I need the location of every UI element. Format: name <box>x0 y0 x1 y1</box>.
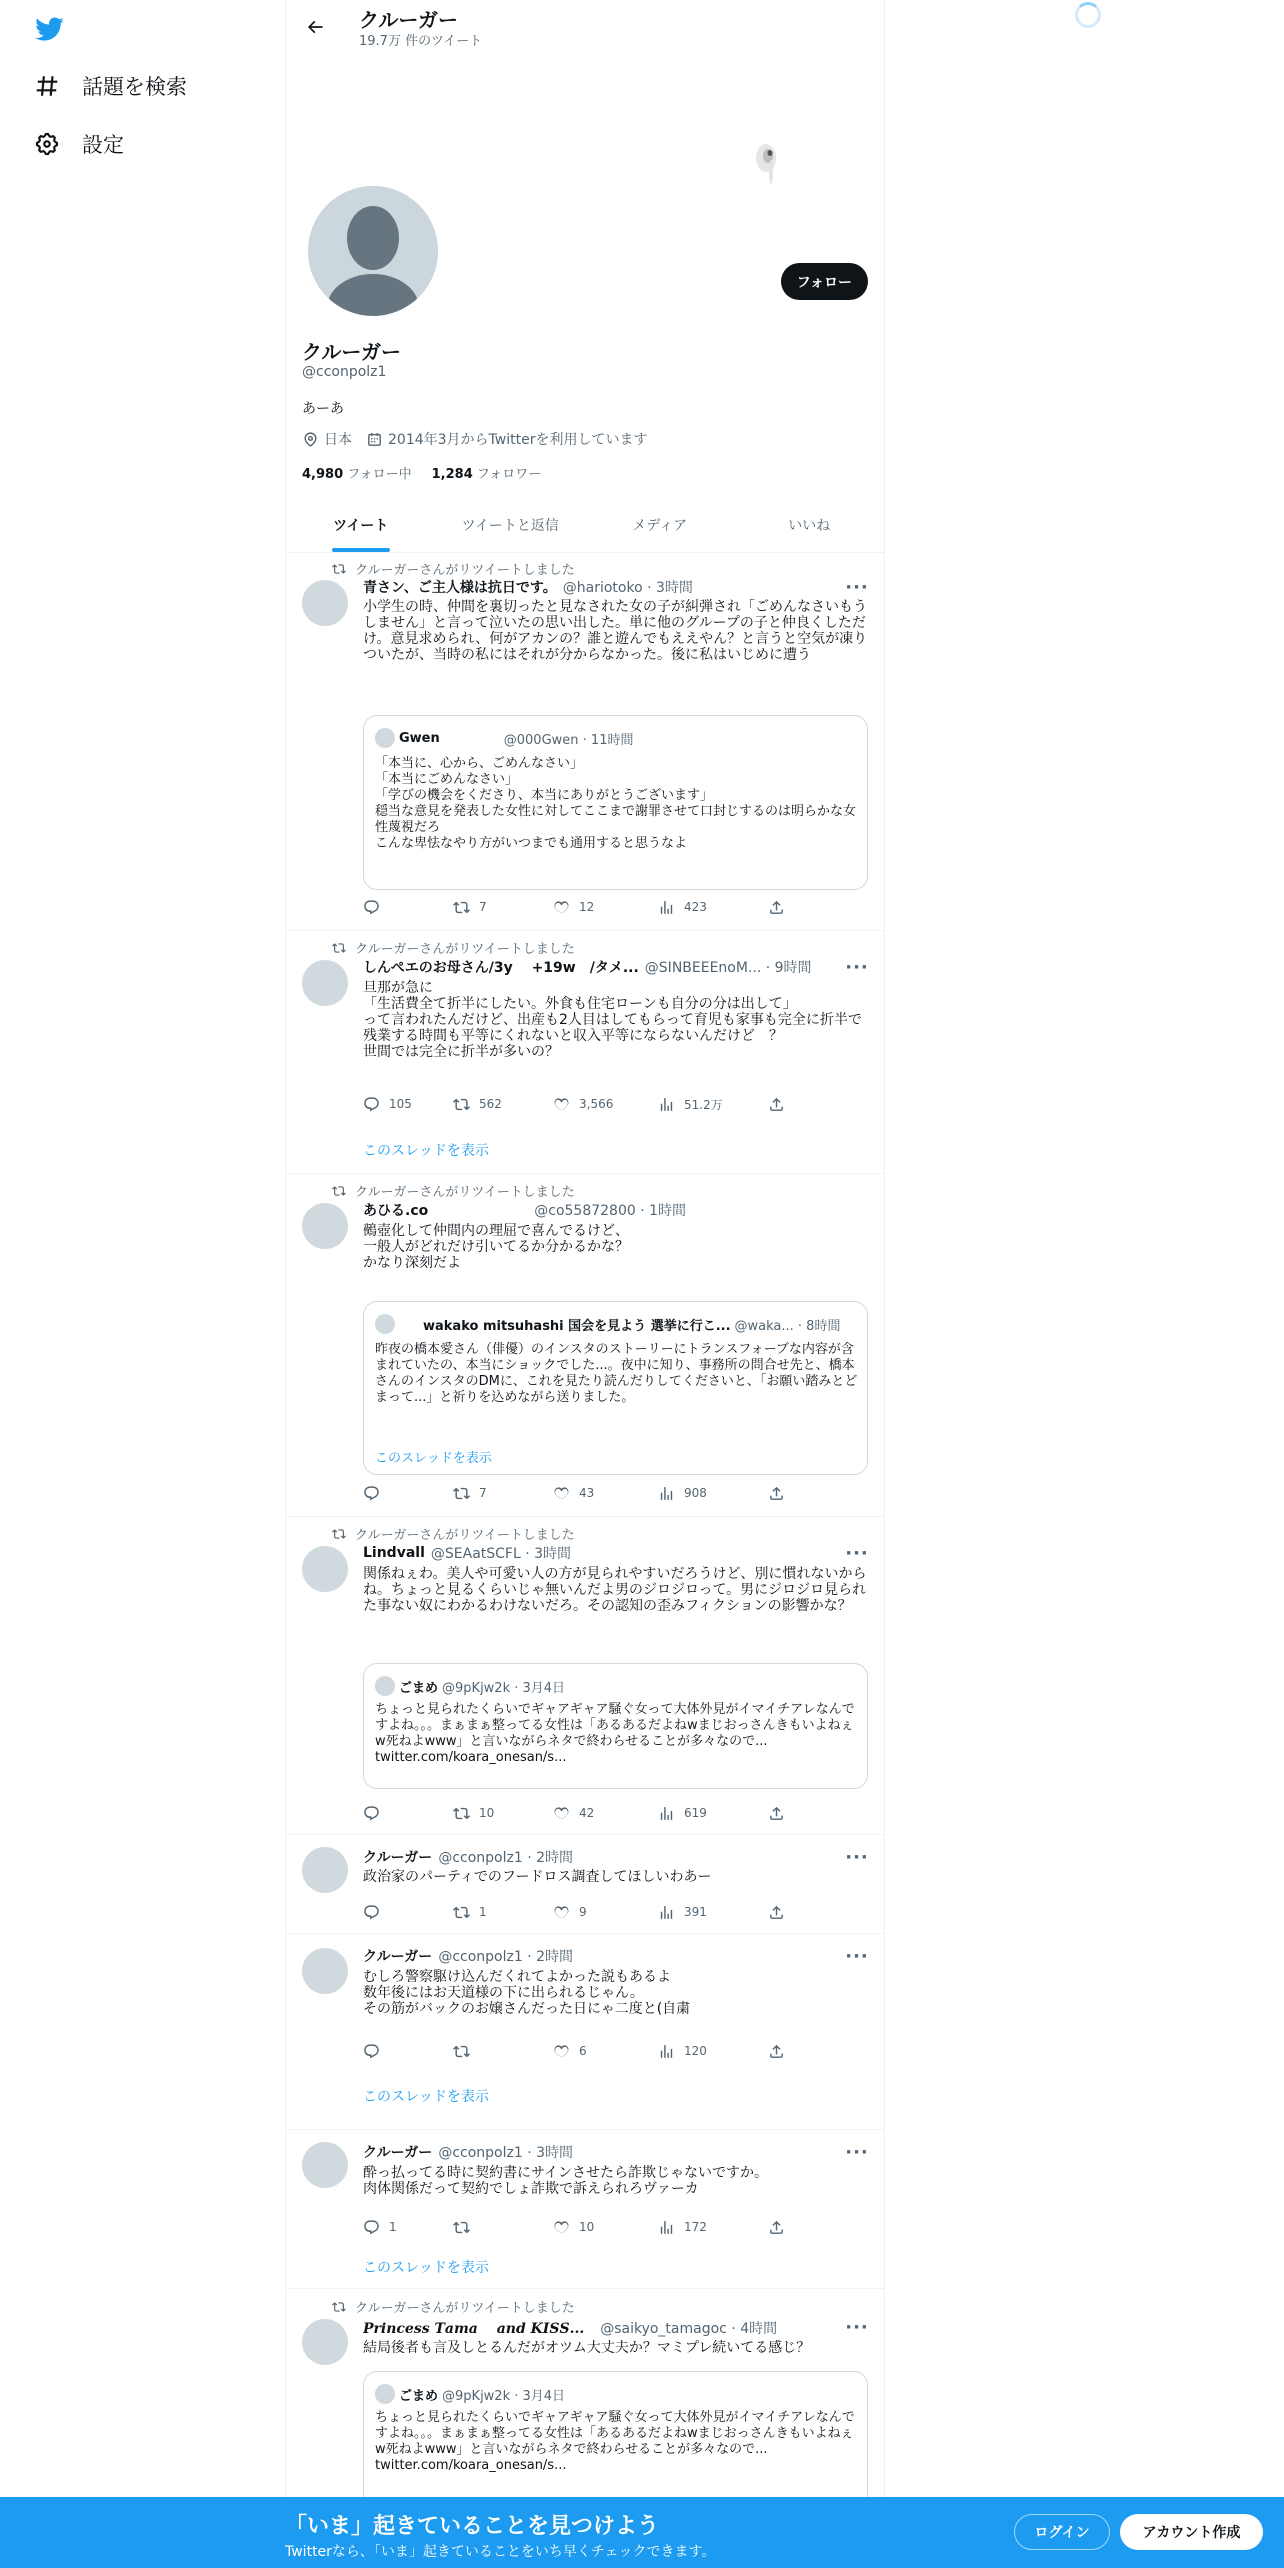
show-thread-link[interactable]: このスレッドを表示 <box>363 2260 489 2276</box>
author-handle[interactable]: @SINBEEEnoM... · 9時間 <box>644 960 812 976</box>
quote-avatar <box>375 2384 395 2404</box>
quote-author-handle: @000Gwen · 11時間 <box>503 732 634 748</box>
retweet-indicator <box>332 938 575 957</box>
tweet[interactable] <box>286 1174 884 1517</box>
avatar[interactable] <box>302 580 348 626</box>
quote-header <box>375 2384 857 2404</box>
quote-author-handle: @waka... · 8時間 <box>734 1318 841 1334</box>
like-count: 3,566 <box>579 1097 614 1111</box>
profile-location <box>302 429 352 449</box>
avatar[interactable] <box>302 1546 348 1592</box>
quote-author-name: wakako mitsuhashi 国会を見よう 選挙に行こ... <box>423 1318 731 1334</box>
nav-settings-label: 設定 <box>82 133 124 157</box>
retweet-icon <box>453 1904 470 1921</box>
nav-settings[interactable] <box>32 124 124 164</box>
like-count: 12 <box>579 900 595 914</box>
retweet-icon <box>332 562 346 576</box>
quote-header <box>375 728 857 748</box>
share-icon <box>768 899 785 916</box>
signup-prompt-title: 「いま」起きていることを見つけよう <box>285 2514 660 2539</box>
like-count: 10 <box>579 2220 595 2234</box>
quote-author-handle: @9pKjw2k · 3月4日 <box>442 2388 566 2404</box>
view-count: 619 <box>684 1806 707 1820</box>
signup-prompt-subtitle: Twitterなら、「いま」起きていることをいち早くチェックできます。 <box>285 2544 716 2560</box>
like-button[interactable] <box>553 1094 658 1114</box>
reply-icon <box>363 2219 380 2236</box>
heart-icon <box>553 2043 570 2060</box>
tab-media[interactable]: メディア <box>632 518 688 534</box>
retweet-icon <box>453 2043 470 2060</box>
tweet-text: 関係ねぇわ。美人や可愛い人の方が見られやすいだろうけど、別に慣れないからね。ちょっと見るくらいじゃ無いんだよ男のジロジロって。男にジロジロ見られた事ない奴にわかるわけないだろ。その認知の歪みフィクションの影響かな？ <box>363 1566 867 1614</box>
signup-prompt-bar <box>0 2497 1284 2568</box>
share-icon <box>768 1485 785 1502</box>
more-options-icon[interactable]: ··· <box>845 1945 869 1967</box>
share-button[interactable] <box>768 897 794 917</box>
retweet-label: クルーガーさんがリツイートしました <box>355 2301 575 2316</box>
author-handle[interactable]: @cconpolz1 · 2時間 <box>438 1850 574 1866</box>
views-button[interactable] <box>658 1094 768 1114</box>
retweet-label: クルーガーさんがリツイートしました <box>355 1528 575 1543</box>
quote-author-name: ごまめ <box>399 2388 439 2404</box>
more-options-icon[interactable]: ··· <box>845 956 869 978</box>
share-icon <box>768 1805 785 1822</box>
author-name[interactable]: 𝑷𝒓𝒊𝒏𝒄𝒆𝒔𝒔 𝑻𝒂𝒎𝒂 𝒂𝒏𝒅 𝑲𝑰𝑺𝑺... <box>363 2321 585 2337</box>
views-chart-icon <box>658 899 675 916</box>
quote-text: ちょっと見られたくらいでギャアギャア騒ぐ女って大体外見がイマイチアレなんですよね。。。まぁまぁ整ってる女性は「あるあるだよねwまじおっさんきもいよねぇw死ねよwww」と言いながらネタで終わらせることが多々なので... twitter.com/koara_onesan/s... <box>375 2410 855 2473</box>
view-count: 908 <box>684 1486 707 1500</box>
view-count: 120 <box>684 2044 707 2058</box>
author-name[interactable]: クルーガー <box>363 2145 433 2161</box>
view-count: 172 <box>684 2220 707 2234</box>
heart-icon <box>553 1904 570 1921</box>
share-button[interactable] <box>768 2041 794 2061</box>
tweet-header <box>363 1543 843 1563</box>
banner-image <box>746 138 786 198</box>
views-chart-icon <box>658 1904 675 1921</box>
like-count: 42 <box>579 1806 595 1820</box>
retweet-icon <box>332 2300 346 2314</box>
reply-icon <box>363 1485 380 1502</box>
like-button[interactable] <box>553 1803 658 1823</box>
author-handle[interactable]: @hariotoko · 3時間 <box>562 580 693 596</box>
retweet-count: 7 <box>479 900 487 914</box>
quoted-tweet[interactable] <box>363 1301 868 1475</box>
tweet-text: 結局後者も言及しとるんだがオツム大丈夫か？マミプレ続いてる感じ？ <box>363 2340 811 2356</box>
share-button[interactable] <box>768 1483 794 1503</box>
like-count: 6 <box>579 2044 587 2058</box>
share-icon <box>768 1096 785 1113</box>
retweet-icon <box>453 1805 470 1822</box>
follow-button[interactable]: フォロー <box>781 263 868 300</box>
author-name[interactable]: Lindvall <box>363 1545 425 1561</box>
views-button[interactable] <box>658 2041 768 2061</box>
reply-icon <box>363 1805 380 1822</box>
tweet-header <box>363 577 843 597</box>
more-options-icon[interactable]: ··· <box>845 576 869 598</box>
reply-icon <box>363 899 380 916</box>
reply-count: 105 <box>389 1097 412 1111</box>
like-button[interactable] <box>553 1902 658 1922</box>
share-icon <box>768 2043 785 2060</box>
retweet-icon <box>453 1485 470 1502</box>
more-options-icon[interactable]: ··· <box>845 1542 869 1564</box>
retweet-label: クルーガーさんがリツイートしました <box>355 563 575 578</box>
retweet-icon <box>453 1096 470 1113</box>
views-chart-icon <box>658 1805 675 1822</box>
nav-explore[interactable] <box>32 66 187 106</box>
reply-button[interactable] <box>363 897 453 917</box>
tweet-text: むしろ警察駆け込んだくれてよかった説もあるよ 数年後にはお天道様の下に出られるじゃん。 その筋がバックのお嬢さんだった日にゃ二度と(自粛 <box>363 1969 691 2017</box>
profile-joined <box>366 429 647 449</box>
heart-icon <box>553 2219 570 2236</box>
retweet-icon <box>332 941 346 955</box>
tweet-actions <box>363 1803 803 1823</box>
retweet-label: クルーガーさんがリツイートしました <box>355 942 575 957</box>
tweet-text: 小学生の時、仲間を裏切ったと見なされた女の子が糾弾され「ごめんなさいもうしません」と言って泣いたの思い出した。単に他のグループの子と仲良くしただけ。意見求められ、何がアカンの？誰と遊んでもええやん？と言うと空気が凍りついたが、当時の私にはそれが分からなかった。後に私はいじめに遭う <box>363 599 868 663</box>
heart-icon <box>553 1096 570 1113</box>
followers-count: 1,284 <box>431 467 473 482</box>
tweet-actions <box>363 1094 803 1114</box>
views-button[interactable] <box>658 1902 768 1922</box>
retweet-count: 562 <box>479 1097 502 1111</box>
tab-tweets[interactable]: ツイート <box>286 500 436 552</box>
heart-icon <box>553 1485 570 1502</box>
login-button[interactable]: ログイン <box>1014 2514 1110 2550</box>
share-icon <box>768 1904 785 1921</box>
reply-icon <box>363 1096 380 1113</box>
profile-stats <box>302 463 561 482</box>
heart-icon <box>553 1805 570 1822</box>
reply-button[interactable] <box>363 1483 453 1503</box>
twitter-logo-icon[interactable] <box>32 14 66 44</box>
reply-count: 1 <box>389 2220 397 2234</box>
tweet-header <box>363 2142 843 2162</box>
reply-button[interactable] <box>363 2217 453 2237</box>
quote-author-name: ごまめ <box>399 1680 439 1696</box>
like-button[interactable] <box>553 2041 658 2061</box>
retweet-button[interactable] <box>453 2217 553 2237</box>
show-thread-link[interactable]: このスレッドを表示 <box>363 2089 489 2105</box>
tweet-header <box>363 957 843 977</box>
quote-author-handle: @9pKjw2k · 3月4日 <box>442 1680 566 1696</box>
tweet[interactable] <box>286 553 884 931</box>
quote-header <box>375 1676 857 1696</box>
author-name[interactable]: クルーガー <box>363 1850 433 1866</box>
loading-spinner-icon <box>1075 2 1101 28</box>
retweet-button[interactable] <box>453 1803 553 1823</box>
retweet-count: 1 <box>479 1905 487 1919</box>
tweet-header <box>363 2318 843 2338</box>
profile-handle: @cconpolz1 <box>302 364 387 380</box>
avatar[interactable] <box>302 2142 348 2188</box>
author-name[interactable]: クルーガー <box>363 1949 433 1965</box>
retweet-button[interactable] <box>453 1483 553 1503</box>
quoted-tweet[interactable] <box>363 1663 868 1789</box>
tweet[interactable] <box>286 1517 884 1835</box>
following-link[interactable] <box>302 463 412 482</box>
more-options-icon[interactable]: ··· <box>845 2141 869 2163</box>
retweet-button[interactable] <box>453 2041 553 2061</box>
retweet-indicator <box>332 1524 575 1543</box>
retweet-icon <box>332 1527 346 1541</box>
quote-avatar <box>375 1314 395 1334</box>
tweet-text: 政治家のパーティでのフードロス調査してほしいわあー <box>363 1869 712 1885</box>
author-handle[interactable]: @saikyo_tamagoc · 4時間 <box>600 2321 778 2337</box>
share-button[interactable] <box>768 1902 794 1922</box>
author-name[interactable]: あひる.co <box>363 1203 429 1219</box>
retweet-indicator <box>332 1181 575 1200</box>
following-label: フォロー中 <box>347 467 412 482</box>
reply-icon <box>363 1904 380 1921</box>
avatar[interactable] <box>302 1847 348 1893</box>
retweet-count: 10 <box>479 1806 495 1820</box>
tweet-actions <box>363 1902 803 1922</box>
author-handle[interactable]: @co55872800 · 1時間 <box>534 1203 687 1219</box>
author-handle[interactable]: @cconpolz1 · 3時間 <box>438 2145 574 2161</box>
views-chart-icon <box>658 2043 675 2060</box>
retweet-button[interactable] <box>453 1094 553 1114</box>
tab-tweets-and-replies[interactable]: ツイートと返信 <box>461 518 559 534</box>
reply-button[interactable] <box>363 2041 453 2061</box>
profile-header-bar <box>286 0 884 53</box>
tweet-text: 酔っ払ってる時に契約書にサインさせたら詐欺じゃないですか。 肉体関係だって契約でしょ詐欺で訴えられろヴァーカ <box>363 2165 769 2197</box>
quote-text: ちょっと見られたくらいでギャアギャア騒ぐ女って大体外見がイマイチアレなんですよね。。。まぁまぁ整ってる女性は「あるあるだよねwまじおっさんきもいよねぇw死ねよwww」と言いながらネタで終わらせることが多々なので... twitter.com/koara_onesan/s... <box>375 1702 855 1765</box>
quote-text: 昨夜の橋本愛さん（俳優）のインスタのストーリーにトランスフォーブな内容が含まれていたの、本当にショックでした...。夜中に知り、事務所の問合せ先と、橋本さんのインスタのDMに、これを見たり読んだりしてくださいと、「お願い踏みとどまって...」と祈りを込めながら送りました。 <box>375 1342 858 1405</box>
tweet-text: 鵺壺化して仲間内の理屈で喜んでるけど、 一般人がどれだけ引いてるか分かるかな？ かなり深刻だよ <box>363 1223 629 1271</box>
share-icon <box>768 2219 785 2236</box>
quoted-tweet[interactable] <box>363 715 868 890</box>
profile-bio: あーあ <box>302 401 344 417</box>
reply-button[interactable] <box>363 1094 453 1114</box>
views-button[interactable] <box>658 1803 768 1823</box>
quote-author-name: Gwen <box>399 730 440 746</box>
tweet-actions <box>363 897 803 917</box>
nav-explore-label: 話題を検索 <box>82 75 187 99</box>
hashtag-icon <box>32 71 62 101</box>
profile-location-text: 日本 <box>324 432 352 448</box>
quote-show-thread-link[interactable]: このスレッドを表示 <box>375 1451 492 1466</box>
header-title: クルーガー <box>359 8 458 32</box>
retweet-indicator <box>332 2297 575 2316</box>
left-navigation <box>0 0 285 2568</box>
retweet-icon <box>453 2219 470 2236</box>
views-chart-icon <box>658 1096 675 1113</box>
views-button[interactable] <box>658 1483 768 1503</box>
profile-avatar[interactable] <box>304 182 442 320</box>
retweet-label: クルーガーさんがリツイートしました <box>355 1185 575 1200</box>
back-arrow-icon[interactable] <box>300 12 330 42</box>
profile-meta <box>302 429 661 449</box>
share-button[interactable] <box>768 1803 794 1823</box>
author-name[interactable]: 青さン、ご主人様は抗日です。 <box>363 580 557 596</box>
profile-column <box>285 0 885 2568</box>
retweet-icon <box>332 1184 346 1198</box>
author-handle[interactable]: @SEAatSCFL · 3時間 <box>430 1546 572 1562</box>
tweet[interactable] <box>286 1835 884 1934</box>
calendar-icon <box>366 431 383 448</box>
quoted-tweet[interactable] <box>363 2371 868 2511</box>
avatar[interactable] <box>302 960 348 1006</box>
tweet-text: 旦那が急に 「生活費全て折半にしたい。外食も住宅ローンも自分の分は出して」 って言われたんだけど、出産も2人目はしてもらって育児も家事も完全に折半で残業する時間も平等にくれないと収入平等にならないんだけど ？ 世間では完全に折半が多いの？ <box>363 980 862 1060</box>
tweet[interactable] <box>286 1934 884 2130</box>
reply-button[interactable] <box>363 1803 453 1823</box>
show-thread-link[interactable]: このスレッドを表示 <box>363 1143 489 1159</box>
avatar[interactable] <box>302 1203 348 1249</box>
heart-icon <box>553 899 570 916</box>
view-count: 423 <box>684 900 707 914</box>
avatar[interactable] <box>302 1948 348 1994</box>
retweet-icon <box>453 899 470 916</box>
like-count: 9 <box>579 1905 587 1919</box>
profile-tabs <box>286 500 884 553</box>
author-name[interactable]: しんぺエのお母さん/3y +19w /タメ... <box>363 960 639 976</box>
reply-icon <box>363 2043 380 2060</box>
tab-likes[interactable]: いいね <box>788 518 831 534</box>
like-count: 43 <box>579 1486 595 1500</box>
tweet-header <box>363 1847 843 1867</box>
tweet[interactable] <box>286 931 884 1174</box>
retweet-indicator <box>332 559 575 578</box>
followers-link[interactable] <box>432 463 542 482</box>
view-count: 391 <box>684 1905 707 1919</box>
tweet-header <box>363 1200 843 1220</box>
quote-avatar <box>375 1676 395 1696</box>
followers-label: フォロワー <box>476 467 542 482</box>
views-button[interactable] <box>658 897 768 917</box>
tweet-actions <box>363 2041 803 2061</box>
profile-name: クルーガー <box>302 340 401 364</box>
tweet-actions <box>363 2217 803 2237</box>
location-pin-icon <box>302 431 319 448</box>
author-handle[interactable]: @cconpolz1 · 2時間 <box>438 1949 574 1965</box>
retweet-button[interactable] <box>453 1902 553 1922</box>
reply-button[interactable] <box>363 1902 453 1922</box>
quote-avatar <box>375 728 395 748</box>
like-button[interactable] <box>553 2217 658 2237</box>
share-button[interactable] <box>768 2217 794 2237</box>
quote-text: 「本当に、心から、ごめんなさい」 「本当にごめんなさい」 「学びの機会をくださり、本当にありがとうございます」 穏当な意見を発表した女性に対してここまで謝罪させて口封じするのは明らかな女性蔑視だろ こんな卑怯なやり方がいつまでも通用すると思うなよ <box>375 756 857 851</box>
like-button[interactable] <box>553 1483 658 1503</box>
views-chart-icon <box>658 1485 675 1502</box>
retweet-button[interactable] <box>453 897 553 917</box>
tweet-header <box>363 1946 843 1966</box>
profile-joined-text: 2014年3月からTwitterを利用しています <box>388 432 648 448</box>
more-options-icon[interactable]: ··· <box>845 1846 869 1868</box>
retweet-count: 7 <box>479 1486 487 1500</box>
quote-header <box>375 1314 857 1334</box>
views-button[interactable] <box>658 2217 768 2237</box>
view-count: 51.2万 <box>684 1097 723 1112</box>
share-button[interactable] <box>768 1094 794 1114</box>
header-tweet-count: 19.7万 件のツイート <box>359 34 483 49</box>
more-options-icon[interactable]: ··· <box>845 2316 869 2338</box>
gear-icon <box>32 129 62 159</box>
following-count: 4,980 <box>302 467 344 482</box>
avatar[interactable] <box>302 2319 348 2365</box>
views-chart-icon <box>658 2219 675 2236</box>
tweet[interactable] <box>286 2130 884 2289</box>
like-button[interactable] <box>553 897 658 917</box>
tweet-actions <box>363 1483 803 1503</box>
signup-button[interactable]: アカウント作成 <box>1120 2514 1263 2550</box>
